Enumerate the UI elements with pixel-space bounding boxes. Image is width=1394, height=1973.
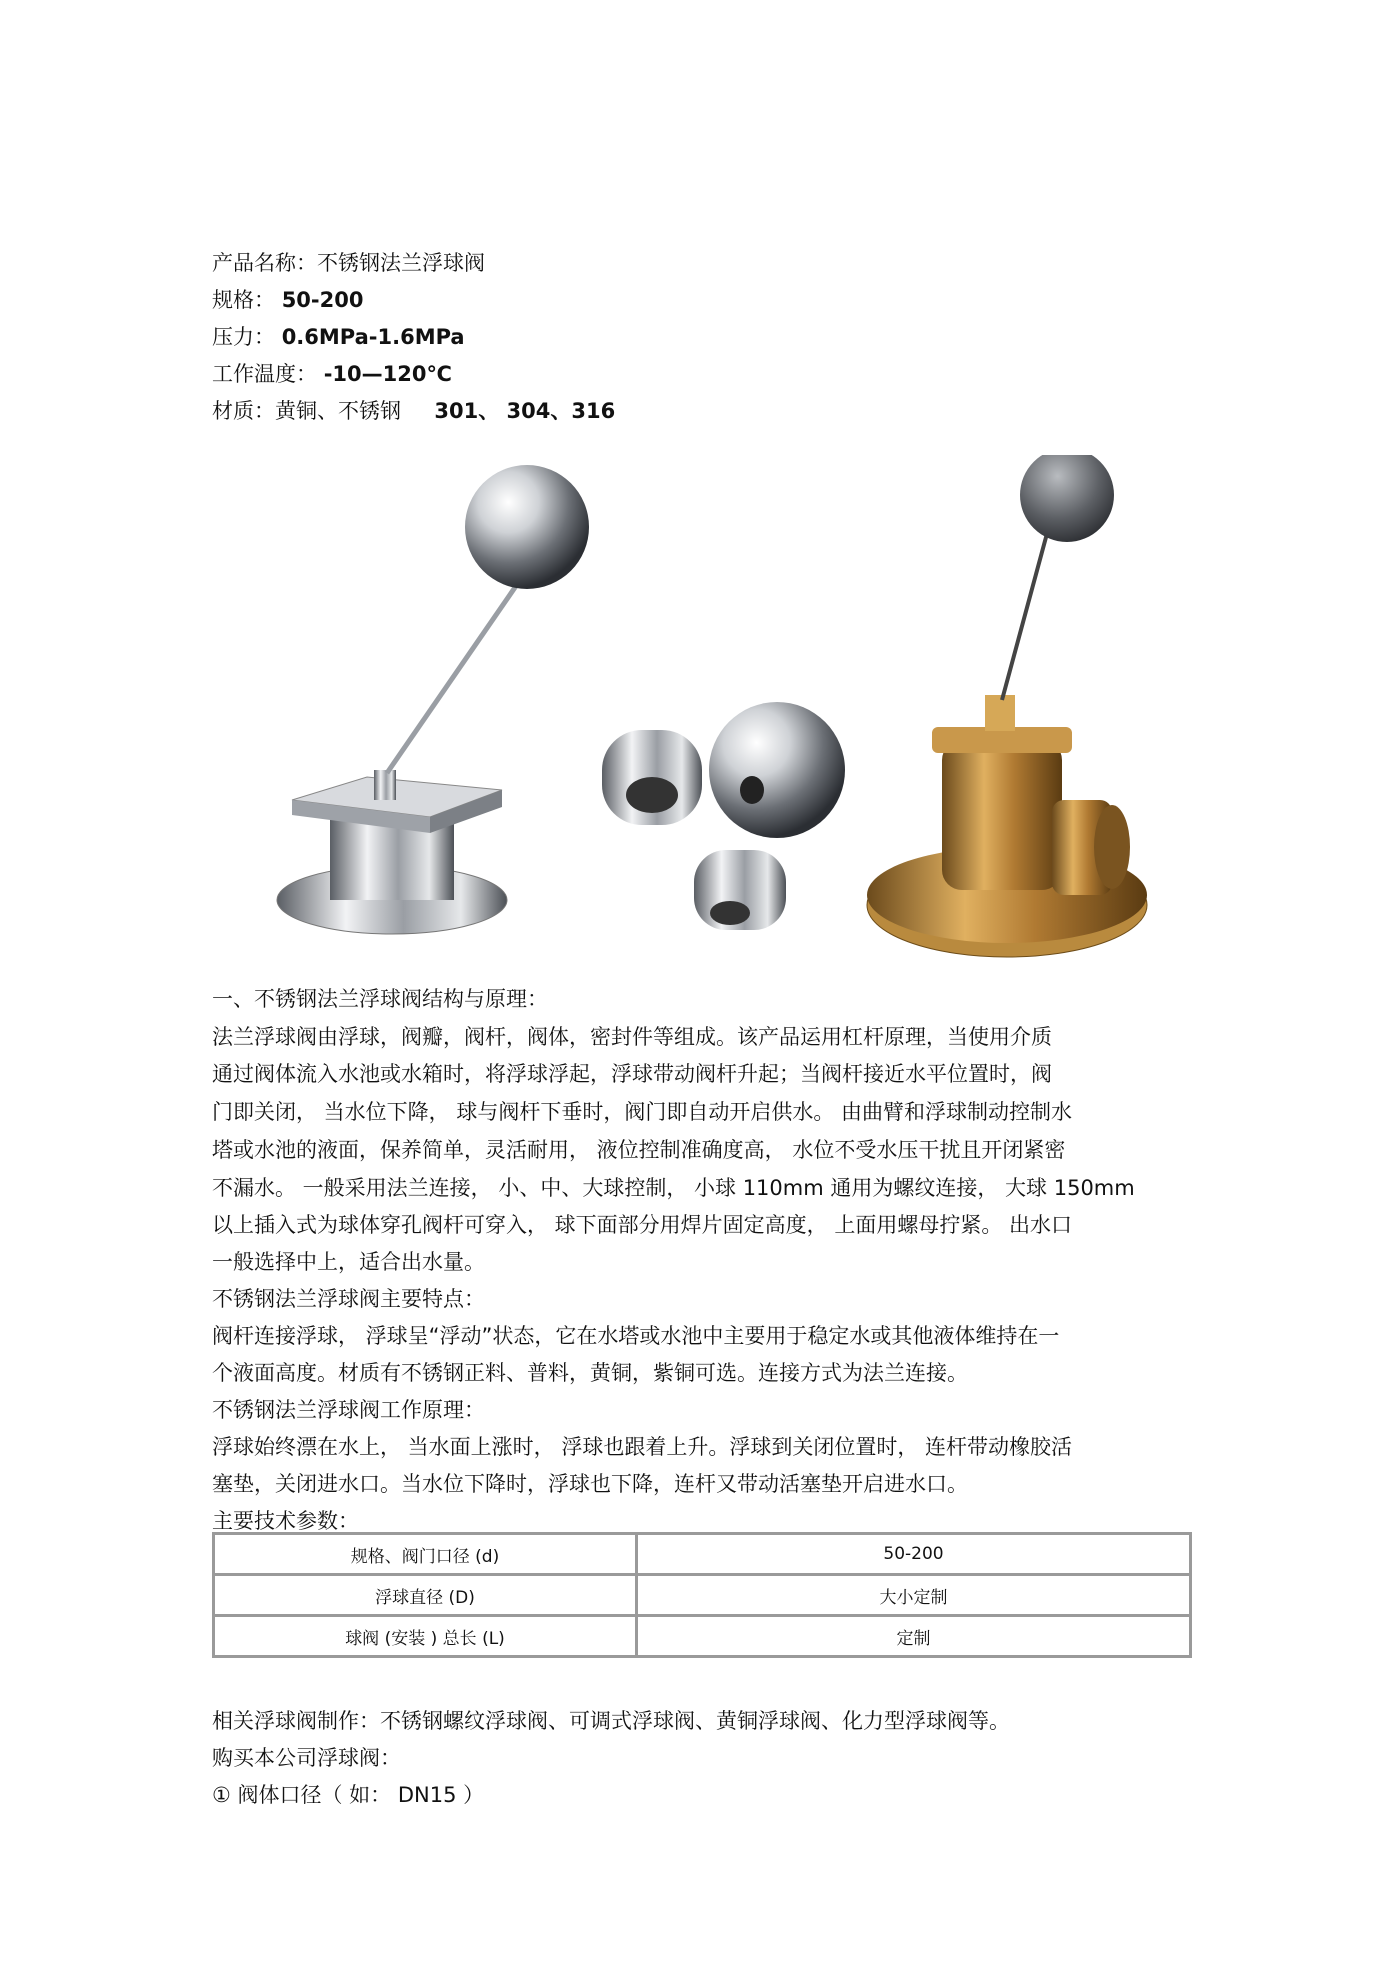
structure-line-4: 塔或水池的液面，保养简单，灵活耐用， 液位控制准确度高， 水位不受水压干扰且开闭紧密 [212,1138,1066,1162]
table-row [214,1616,1191,1657]
section-structure-heading: 一、不锈钢法兰浮球阀结构与原理： [212,987,548,1011]
params-table [212,1532,1192,1658]
spec-pressure-label: 压力： [212,325,275,349]
spec-material-value: 301、 304、316 [434,399,616,423]
table-row [214,1534,1191,1575]
spec-pressure [212,323,465,351]
table-cell-key: 浮球直径 (D) [214,1575,637,1616]
table-cell-key: 规格、阀门口径 (d) [214,1534,637,1575]
spec-size-label: 规格： [212,288,275,312]
section-params-heading: 主要技术参数： [212,1509,359,1533]
structure-line-3: 门即关闭， 当水位下降， 球与阀杆下垂时，阀门即自动开启供水。 由曲臂和浮球制动控制水 [212,1100,1073,1124]
brass-flange-float-valve-icon [867,455,1147,957]
buy-heading: 购买本公司浮球阀： [212,1746,401,1770]
structure-line-7: 一般选择中上，适合出水量。 [212,1250,485,1274]
spec-temp [212,360,452,388]
table-cell-key: 球阀 (安装 ) 总长 (L) [214,1616,637,1657]
stainless-float-balls-icon [602,702,845,930]
table-cell-value: 50-200 [637,1534,1191,1575]
section-principle-heading: 不锈钢法兰浮球阀工作原理： [212,1398,485,1422]
product-photos [252,455,1252,975]
spec-name-value: 不锈钢法兰浮球阀 [317,251,485,275]
spec-size-value: 50-200 [281,288,364,312]
table-cell-value: 大小定制 [637,1575,1191,1616]
features-line-2: 个液面高度。材质有不锈钢正料、普料，黄铜，紫铜可选。连接方式为法兰连接。 [212,1361,968,1385]
spec-name-label: 产品名称： [212,251,317,275]
spec-pressure-value: 0.6MPa-1.6MPa [281,325,465,349]
table-row [214,1575,1191,1616]
spec-name [212,249,485,277]
features-line-1: 阀杆连接浮球， 浮球呈“浮动”状态，它在水塔或水池中主要用于稳定水或其他液体维持在一 [212,1324,1060,1348]
section-features-heading: 不锈钢法兰浮球阀主要特点： [212,1287,485,1311]
principle-line-1: 浮球始终漂在水上， 当水面上涨时， 浮球也跟着上升。浮球到关闭位置时， 连杆带动橡胶活 [212,1435,1073,1459]
table-cell-value: 定制 [637,1616,1191,1657]
principle-line-2: 塞垫，关闭进水口。当水位下降时，浮球也下降，连杆又带动活塞垫开启进水口。 [212,1472,968,1496]
related-products: 相关浮球阀制作：不锈钢螺纹浮球阀、可调式浮球阀、黄铜浮球阀、化力型浮球阀等。 [212,1709,1010,1733]
spec-temp-value: -10—120℃ [323,362,452,386]
spec-material [212,397,615,425]
structure-line-2: 通过阀体流入水池或水箱时，将浮球浮起，浮球带动阀杆升起；当阀杆接近水平位置时，阀 [212,1062,1052,1086]
structure-line-1: 法兰浮球阀由浮球，阀瓣，阀杆，阀体，密封件等组成。该产品运用杠杆原理，当使用介质 [212,1025,1052,1049]
structure-line-6: 以上插入式为球体穿孔阀杆可穿入， 球下面部分用焊片固定高度， 上面用螺母拧紧。 出水口 [212,1213,1073,1237]
buy-item-1: ① 阀体口径（ 如： DN15 ） [212,1783,485,1807]
spec-size [212,286,363,314]
structure-line-5: 不漏水。 一般采用法兰连接， 小、中、大球控制， 小球 110mm 通用为螺纹连接， 大球 150mm [212,1176,1135,1200]
spec-temp-label: 工作温度： [212,362,317,386]
stainless-flange-float-valve-icon [277,465,589,934]
spec-material-label: 材质：黄铜、不锈钢 [212,399,401,423]
